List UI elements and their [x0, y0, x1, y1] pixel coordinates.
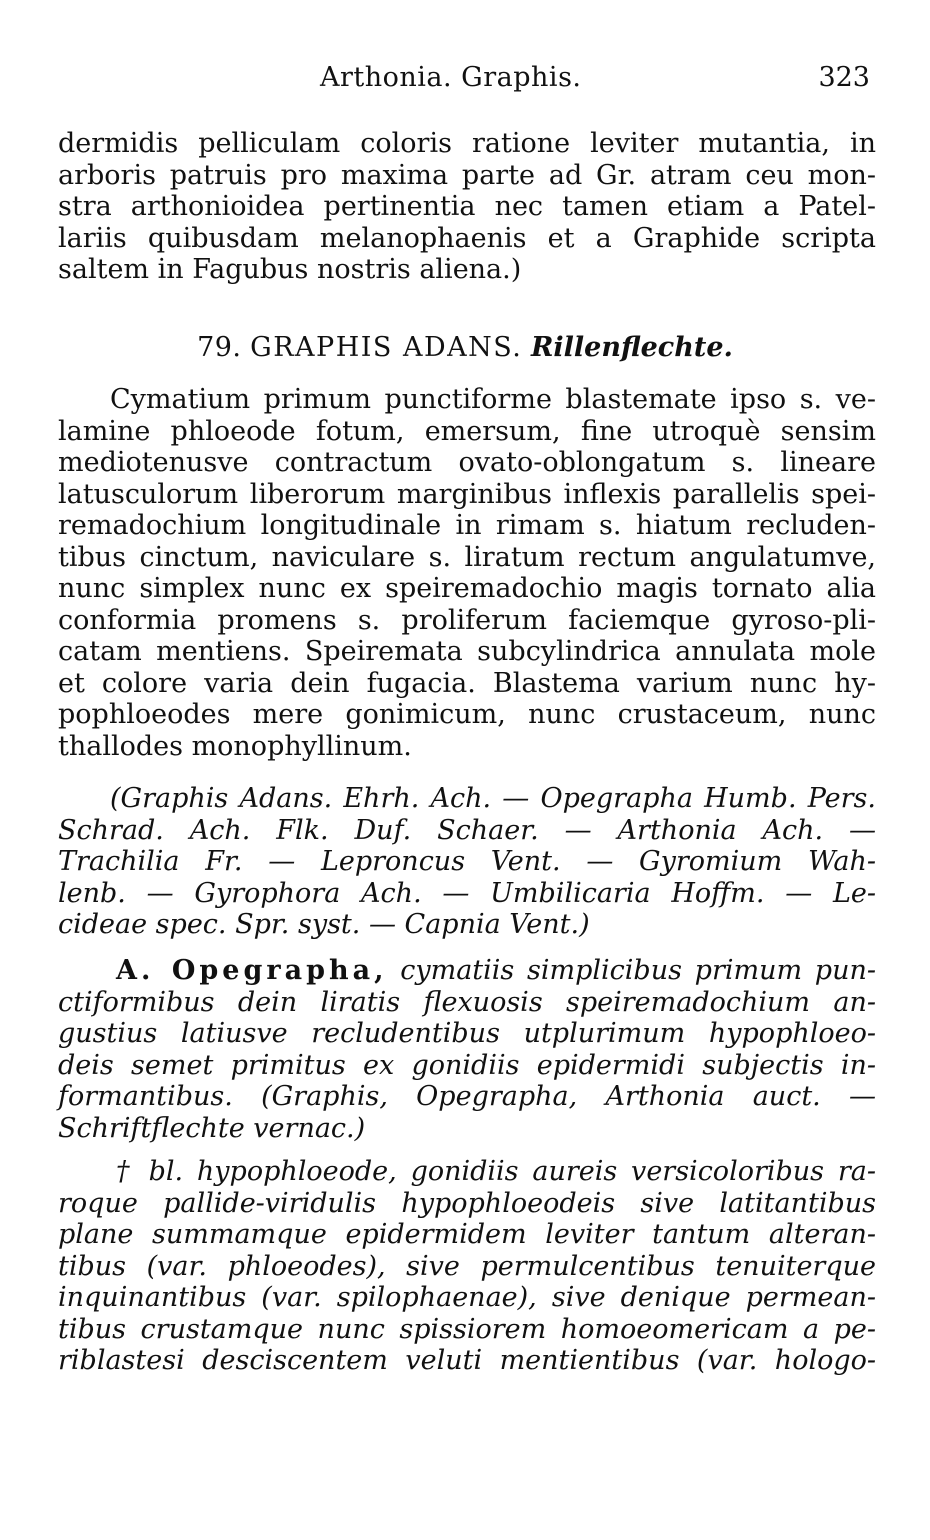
text-line: cideae spec. Spr. syst. — Capnia Vent.) [58, 909, 590, 940]
intro-paragraph [58, 128, 876, 286]
section-a-paragraph [58, 955, 876, 1144]
text-line: † bl. hypophloeode, gonidiis aureis versicoloribus ra- [116, 1156, 876, 1187]
text-line: roque pallide-viridulis hypophloeodeis sive latitantibus [58, 1187, 876, 1219]
text-line: catam mentiens. Speiremata subcylindrica annulata mole [58, 636, 876, 667]
synonyms-paragraph [58, 783, 876, 941]
text-line: plane summamque epidermidem leviter tantum alteran- [58, 1219, 876, 1250]
running-title: Arthonia. Graphis. [320, 62, 582, 93]
text-line: formantibus. (Graphis, Opegrapha, Arthonia auct. — [58, 1081, 876, 1112]
section-heading [0, 332, 930, 363]
text-line: lenb. — Gyrophora Ach. — Umbilicaria Hoffm. — Le- [58, 877, 876, 909]
page-number: 323 [818, 62, 870, 93]
text-line: tibus cinctum, naviculare s. liratum rectum angulatumve, [58, 541, 876, 573]
text-line: Schriftflechte vernac.) [58, 1112, 366, 1144]
text-line: et colore varia dein fugacia. Blastema varium nunc hy- [58, 667, 876, 699]
text-line: stra arthonioidea pertinentia nec tamen etiam a Patel- [58, 191, 876, 222]
description-paragraph [58, 384, 876, 762]
text-line: dermidis pelliculam coloris ratione leviter mutantia, in [58, 128, 876, 159]
text-line: tibus (var. phloeodes), sive permulcentibus tenuiterque [58, 1250, 876, 1282]
text-line: gustius latiusve recludentibus utplurimum hypophloeo- [58, 1018, 876, 1049]
text-line: tibus crustamque nunc spissiorem homoeomericam a pe- [58, 1313, 876, 1345]
section-a-first-line: cymatiis simplicibus primum pun- [400, 955, 876, 986]
page-header [0, 62, 930, 102]
text-line: lamine phloeode fotum, emersum, fine utroquè sensim [58, 415, 876, 447]
text-line: saltem in Fagubus nostris aliena.) [58, 254, 522, 285]
text-line: remadochium longitudinale in rimam s. hiatum recluden- [58, 510, 876, 541]
text-line: Schrad. Ach. Flk. Duf. Schaer. — Arthonia Ach. — [58, 814, 876, 846]
text-line [58, 955, 876, 987]
section-a-label: A. Opegrapha, [116, 955, 388, 986]
text-line: Cymatium primum punctiforme blastemate ipso s. ve- [110, 384, 876, 415]
text-line: nunc simplex nunc ex speiremadochio magis tornato alia [58, 573, 876, 604]
text-line: inquinantibus (var. spilophaenae), sive denique permean- [58, 1282, 876, 1313]
text-line: lariis quibusdam melanophaenis et a Graphide scripta [58, 222, 876, 254]
text-line: latusculorum liberorum marginibus inflexis parallelis spei- [58, 478, 876, 510]
text-line: conformia promens s. proliferum faciemque gyroso-pli- [58, 604, 876, 636]
text-line: mediotenusve contractum ovato-oblongatum s. lineare [58, 447, 876, 478]
heading-genus: GRAPHIS ADANS. [250, 332, 523, 363]
heading-number: 79. [197, 332, 242, 363]
text-line: ctiformibus dein liratis flexuosis speiremadochium an- [58, 986, 876, 1018]
text-line: arboris patruis pro maxima parte ad Gr. atram ceu mon- [58, 159, 876, 191]
text-line: (Graphis Adans. Ehrh. Ach. — Opegrapha Humb. Pers. [110, 783, 876, 814]
text-line: pophloeodes mere gonimicum, nunc crustaceum, nunc [58, 699, 876, 730]
text-line: deis semet primitus ex gonidiis epidermidi subjectis in- [58, 1049, 876, 1081]
text-line: Trachilia Fr. — Leproncus Vent. — Gyromium Wah- [58, 846, 876, 877]
text-line: riblastesi desciscentem veluti mentientibus (var. hologo- [58, 1345, 876, 1376]
heading-vernacular: Rillenflechte. [530, 332, 733, 363]
text-line: thallodes monophyllinum. [58, 730, 412, 762]
subsection-b1-paragraph [58, 1156, 876, 1377]
